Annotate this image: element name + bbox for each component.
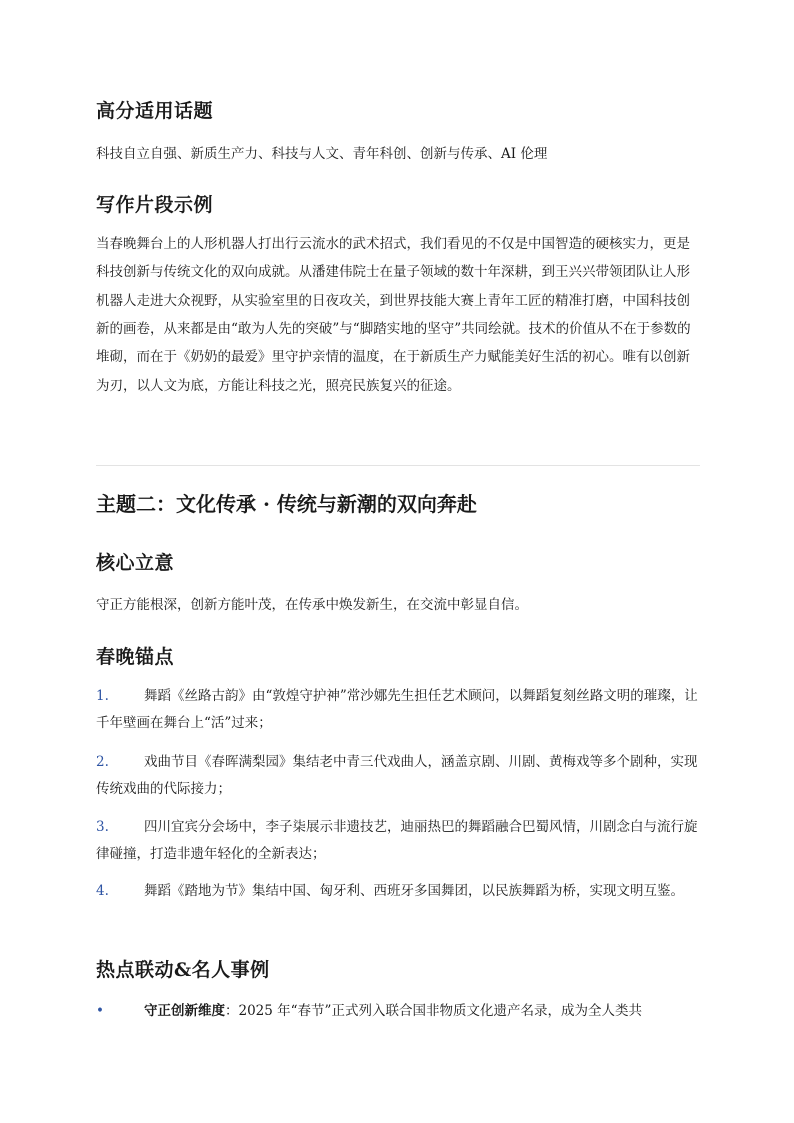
list-number: 2.: [96, 754, 109, 770]
core-text: 守正方能根深，创新方能叶茂，在传承中焕发新生，在交流中彰显自信。: [96, 597, 528, 613]
list-item: [96, 878, 700, 905]
list-number: 3.: [96, 819, 109, 835]
example-heading: 写作片段示例: [96, 194, 214, 216]
hotspot-heading: 热点联动&名人事例: [96, 959, 270, 981]
list-item-text: 舞蹈《丝路古韵》由“敦煌守护神”常沙娜先生担任艺术顾问，以舞蹈复刻丝路文明的璀璨，让千年壁画在舞台上“活”过来；: [96, 688, 698, 731]
topics-text: 科技自立自强、新质生产力、科技与人文、青年科创、创新与传承、AI 伦理: [96, 146, 548, 162]
list-number: 4.: [96, 883, 109, 899]
list-item: [96, 683, 700, 737]
list-item-text: 四川宜宾分会场中，李子柒展示非遗技艺，迪丽热巴的舞蹈融合巴蜀风情，川剧念白与流行旋律碰撞，打造非遗年轻化的全新表达；: [96, 819, 698, 862]
list-item: [96, 814, 700, 868]
bullet-icon: •: [96, 1003, 104, 1019]
hotspot-item-label: 守正创新维度: [144, 1003, 225, 1019]
list-item: [96, 998, 700, 1025]
list-item-text: 舞蹈《踏地为节》集结中国、匈牙利、西班牙多国舞团，以民族舞蹈为桥，实现文明互鉴。: [144, 883, 684, 899]
topics-heading: 高分适用话题: [96, 100, 214, 122]
list-item-text: 戏曲节目《春晖满梨园》集结老中青三代戏曲人，涵盖京剧、川剧、黄梅戏等多个剧种，实现传统戏曲的代际接力；: [96, 754, 698, 797]
example-paragraph: 当春晚舞台上的人形机器人打出行云流水的武术招式，我们看见的不仅是中国智造的硬核实力，更是科技创新与传统文化的双向成就。从潘建伟院士在量子领域的数十年深耕，到王兴兴带领团队让人形机器人走进大众视野，从实验室里的日夜攻关，到世界技能大赛上青年工匠的精准打磨，中国科技创新的画卷，从来都是由“敢为人先的突破”与“脚踏实地的坚守”共同绘就。技术的价值从不在于参数的堆砌，而在于《奶奶的最爱》里守护亲情的温度，在于新质生产力赋能美好生活的初心。唯有以创新为刃，以人文为底，方能让科技之光，照亮民族复兴的征途。: [96, 236, 691, 394]
core-heading: 核心立意: [96, 552, 175, 574]
anchors-heading: 春晚锚点: [96, 646, 175, 668]
section-divider: [96, 465, 700, 466]
list-number: 1.: [96, 688, 109, 704]
theme2-title: 主题二：文化传承 · 传统与新潮的双向奔赴: [96, 492, 477, 516]
list-item: [96, 749, 700, 803]
hotspot-item-text: ：2025 年“春节”正式列入联合国非物质文化遗产名录，成为全人类共: [225, 1003, 642, 1019]
